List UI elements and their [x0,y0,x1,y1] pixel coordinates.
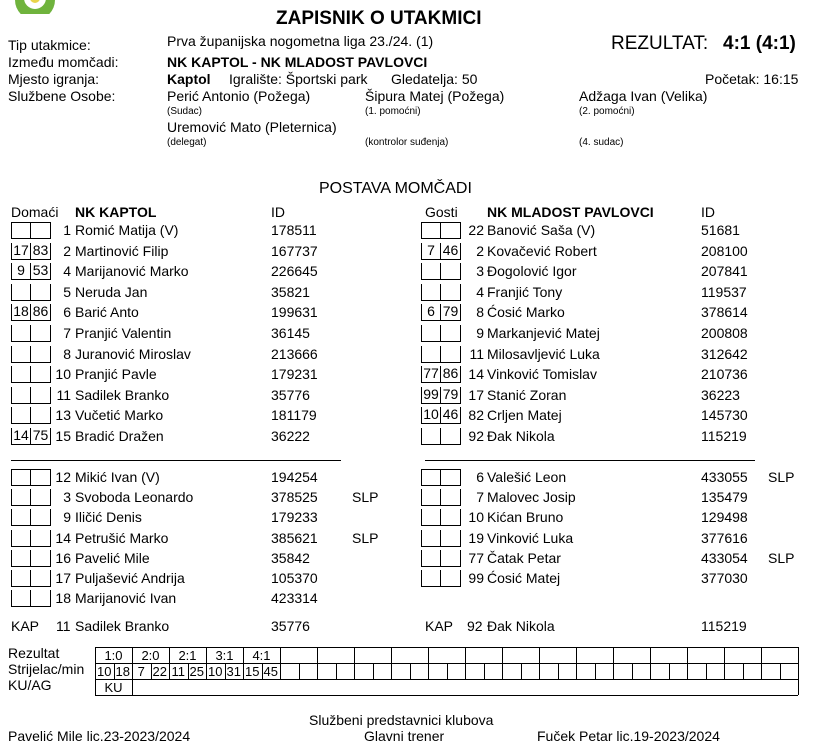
player-number: 8 [63,345,71,362]
sub-box [11,570,31,587]
goal-scorer: 15 [245,664,260,679]
sub-out-box [421,346,441,363]
official-role: (2. pomoćni) [579,106,635,117]
player-name: Petrušić Marko [75,529,169,546]
section-title: POSTAVA MOMČADI [319,180,472,197]
player-number: 2 [476,242,484,259]
goal-minute: 18 [115,664,130,679]
sub-box [11,550,31,567]
player-name: Juranović Miroslav [75,345,191,362]
player-number: 17 [468,386,484,403]
player-name: Valešić Leon [487,469,567,485]
head-coach-label: Glavni trener [364,728,445,744]
player-id: 179231 [271,366,318,383]
sub-box [441,469,461,486]
sub-min-box [441,222,461,239]
divider [11,460,341,461]
player-name: Malovec Josip [487,489,576,506]
player-number: 5 [63,283,71,300]
player-id: 51681 [701,222,740,238]
player-name: Puljašević Andrija [75,570,185,586]
player-number: 92 [468,428,484,444]
player-id: 378525 [271,489,318,506]
sub-box [441,489,461,506]
player-number: 11 [469,345,484,362]
sub-out-box [11,346,31,363]
player-name: Iličić Denis [75,509,142,526]
official-name: Šipura Matej (Požega) [365,88,505,104]
player-id: 199631 [271,304,318,321]
goal-minute: 45 [263,664,278,679]
player-name: Kićan Bruno [487,509,564,526]
goal-score: 3:1 [215,648,234,663]
goals-kuag-label: KU/AG [8,677,52,693]
sub-min-box: 79 [441,304,461,321]
spectators-value: Gledatelja: 50 [391,71,478,87]
player-number: 8 [476,304,484,321]
grid-line [373,663,374,679]
player-id: 129498 [701,509,748,526]
official-role: (4. sudac) [579,137,624,148]
player-number: 11 [56,386,71,403]
player-id: 35842 [271,549,310,566]
sub-out-box [11,366,31,383]
player-id: 115219 [701,428,747,444]
grid-line [465,647,466,679]
player-name: Vinković Luka [487,529,574,546]
player-id: 210736 [701,366,748,383]
player-name: Kovačević Robert [487,242,597,259]
player-number: 9 [63,509,71,526]
grid-line [632,663,633,679]
player-name: Pranjić Pavle [75,366,157,383]
sub-box [441,570,461,587]
player-number: 82 [468,407,484,424]
player-id: 35776 [271,386,310,403]
pitch-value: Igralište: Športski park [229,71,368,87]
document-title: ZAPISNIK O UTAKMICI [276,8,482,29]
player-name: Franjić Tony [487,283,563,300]
player-id: 207841 [701,263,748,280]
sub-min-box: 86 [31,304,51,321]
official-role: (delegat) [167,137,207,148]
player-number: 1 [63,222,71,238]
grid-line [484,663,485,679]
player-name: Mikić Ivan (V) [75,469,160,485]
sub-out-box: 17 [11,243,31,260]
player-id: 226645 [271,263,318,280]
away-representative: Fuček Petar lic.19-2023/2024 [537,728,720,744]
away-captain-name: Đak Nikola [487,618,555,634]
player-id: 385621 [271,529,318,546]
player-number: 19 [468,529,484,546]
slp-mark: SLP [768,469,795,485]
goal-scorer: 10 [208,664,223,679]
player-id: 213666 [271,345,318,362]
player-id: 181179 [271,407,317,424]
player-id: 194254 [271,469,318,485]
sub-min-box [441,325,461,342]
sub-out-box [421,263,441,280]
sub-box [441,509,461,526]
official-role: (1. pomoćni) [365,106,421,117]
player-name: Svoboda Leonardo [75,489,194,506]
away-captain-label: KAP [425,618,454,634]
sub-out-box [11,284,31,301]
player-name: Pranjić Valentin [75,325,172,341]
grid-line [95,695,798,696]
grid-line [280,647,281,679]
goal-scorer: 7 [137,664,145,679]
grid-line [576,647,577,679]
grid-line [595,663,596,679]
player-name: Stanić Zoran [487,386,567,403]
player-id: 433054 [701,549,748,566]
official-name: Perić Antonio (Požega) [167,88,311,104]
sub-out-box [421,284,441,301]
player-id: 377030 [701,570,748,586]
grid-line [132,679,133,695]
player-number: 18 [55,590,71,607]
grid-line [798,647,799,695]
grid-line [724,647,725,679]
sub-box [421,489,441,506]
sub-box [11,530,31,547]
player-number: 77 [468,549,484,566]
player-name: Barić Anto [75,304,139,321]
grid-line [650,647,651,679]
goal-minute: 31 [226,664,241,679]
sub-out-box: 10 [421,407,441,424]
player-number: 4 [476,283,484,300]
sub-min-box: 46 [441,407,461,424]
grid-line [539,647,540,679]
official-name: Adžaga Ivan (Velika) [579,88,708,104]
grid-line [447,663,448,679]
player-name: Crljen Matej [487,407,562,424]
grid-line [780,663,781,679]
officials-label: Službene Osobe: [8,88,116,104]
player-name: Ćosić Marko [487,304,565,321]
player-id: 433055 [701,469,748,485]
player-id: 377616 [701,529,748,546]
player-id: 208100 [701,242,748,259]
goal-scorer: 10 [97,664,112,679]
sub-min-box [441,263,461,280]
player-number: 10 [468,509,484,526]
player-id: 178511 [271,222,317,238]
player-id: 167737 [271,242,318,259]
home-captain-name: Sadilek Branko [75,618,170,634]
player-id: 200808 [701,325,748,341]
player-id: 36145 [271,325,310,341]
sub-min-box [441,346,461,363]
player-name: Sadilek Branko [75,386,170,403]
sub-min-box: 79 [441,387,461,404]
home-team-name: NK KAPTOL [75,204,157,220]
teams-label: Između momčadi: [8,54,119,70]
player-number: 7 [63,325,71,341]
player-name: Romić Matija (V) [75,222,179,238]
away-side-label: Gosti [425,204,458,220]
sub-out-box: 9 [11,263,31,280]
goals-result-label: Rezultat [8,645,60,661]
player-number: 3 [476,263,484,280]
player-name: Vučetić Marko [75,407,164,424]
player-name: Banović Saša (V) [487,222,596,238]
player-name: Vinković Tomislav [487,366,597,383]
ku-cell: KU [104,680,123,695]
official-role: (kontrolor suđenja) [365,137,449,148]
grid-line [669,663,670,679]
player-number: 14 [468,366,484,383]
grid-line [502,647,503,679]
player-name: Marijanović Marko [75,263,189,280]
grid-line [354,647,355,679]
sub-out-box [11,387,31,404]
goal-score: 4:1 [252,648,271,663]
sub-out-box: 7 [421,243,441,260]
sub-box [421,550,441,567]
sub-out-box [11,222,31,239]
sub-out-box: 77 [421,366,441,383]
player-id: 145730 [701,407,748,424]
sub-out-box: 99 [421,387,441,404]
sub-out-box [421,428,441,445]
player-id: 423314 [271,590,318,607]
grid-line [706,663,707,679]
player-number: 7 [476,489,484,506]
grid-line [521,663,522,679]
grid-line [428,647,429,679]
home-representative: Pavelić Mile lic.23-2023/2024 [8,728,191,744]
sub-box [441,530,461,547]
sub-min-box: 86 [441,366,461,383]
player-id: 36223 [701,386,740,403]
away-id-header: ID [701,204,715,220]
grid-line [613,647,614,679]
grid-line [558,663,559,679]
grid-line [410,663,411,679]
home-captain-number: 11 [56,618,71,634]
player-number: 6 [63,304,71,321]
official-name: Uremović Mato (Pleternica) [167,119,337,135]
kickoff-value: Početak: 16:15 [705,71,799,87]
sub-box [11,489,31,506]
goal-score: 2:0 [141,648,160,663]
footer-caption: Službeni predstavnici klubova [309,712,494,728]
sub-box [11,509,31,526]
sub-out-box: 6 [421,304,441,321]
result-label: REZULTAT: [611,33,709,54]
goal-scorer: 11 [171,664,185,679]
sub-min-box [441,428,461,445]
player-name: Milosavljević Luka [487,345,600,362]
player-name: Marijanović Ivan [75,590,177,607]
home-captain-label: KAP [11,618,40,634]
sub-min-box: 46 [441,243,461,260]
player-name: Čatak Petar [487,549,561,566]
player-name: Ćosić Matej [487,570,561,586]
player-number: 17 [55,570,71,586]
player-number: 3 [63,489,71,506]
venue-value: Kaptol [167,71,211,87]
sub-out-box [11,325,31,342]
sub-min-box: 53 [31,263,51,280]
match-type-value: Prva županijska nogometna liga 23./24. (1) [167,33,434,49]
player-number: 16 [55,549,71,566]
teams-value: NK KAPTOL - NK MLADOST PAVLOVCI [167,54,428,70]
player-id: 135479 [701,489,748,506]
slp-mark: SLP [768,549,795,566]
official-role: (Sudac) [167,106,203,117]
player-name: Đogolović Igor [487,263,577,280]
player-id: 119537 [701,283,747,300]
home-captain-id: 35776 [271,618,310,634]
player-number: 14 [55,529,71,546]
sub-box [421,530,441,547]
home-side-label: Domaći [11,204,59,220]
player-number: 4 [63,263,71,280]
player-number: 6 [476,469,484,485]
divider [425,460,755,461]
sub-box [441,550,461,567]
player-number: 12 [55,469,71,485]
player-number: 13 [55,407,71,424]
slp-mark: SLP [352,489,379,506]
player-id: 36222 [271,428,310,444]
sub-box [11,590,31,607]
player-number: 15 [55,428,71,444]
goal-score: 1:0 [104,648,123,663]
player-name: Pavelić Mile [75,549,150,566]
match-type-label: Tip utakmice: [8,37,91,53]
venue-label: Mjesto igranja: [8,71,100,87]
grid-line [317,647,318,679]
sub-min-box: 75 [31,428,51,445]
sub-box [421,509,441,526]
goal-score: 2:1 [178,648,197,663]
player-number: 9 [476,325,484,341]
goal-minute: 22 [152,664,167,679]
grid-line [743,663,744,679]
federation-logo [8,0,62,14]
player-name: Martinović Filip [75,242,169,259]
sub-out-box [421,222,441,239]
away-captain-number: 92 [467,618,483,634]
sub-box [421,570,441,587]
home-id-header: ID [271,204,285,220]
grid-line [95,679,798,680]
player-id: 312642 [701,345,748,362]
grid-line [761,647,762,679]
result-value: 4:1 (4:1) [723,33,796,54]
player-number: 22 [468,222,484,238]
player-id: 105370 [271,570,318,586]
away-captain-id: 115219 [701,618,747,634]
sub-out-box: 18 [11,304,31,321]
player-id: 35821 [271,283,310,300]
player-name: Neruda Jan [75,283,148,300]
player-id: 378614 [701,304,748,321]
player-name: Bradić Dražen [75,428,164,444]
sub-min-box [441,284,461,301]
grid-line [299,663,300,679]
goals-scorer-label: Strijelac/min [8,661,85,677]
slp-mark: SLP [352,529,379,546]
player-id: 179233 [271,509,318,526]
sub-box [421,469,441,486]
player-name: Đak Nikola [487,428,555,444]
grid-line [336,663,337,679]
sub-min-box: 83 [31,243,51,260]
player-number: 2 [63,242,71,259]
player-name: Markanjević Matej [487,325,600,341]
sub-out-box [11,407,31,424]
goal-minute: 25 [189,664,204,679]
grid-line [391,647,392,679]
player-number: 99 [468,570,484,586]
sub-box [11,469,31,486]
sub-out-box [421,325,441,342]
sub-out-box: 14 [11,428,31,445]
away-team-name: NK MLADOST PAVLOVCI [487,204,654,220]
grid-line [687,647,688,679]
player-number: 10 [55,366,71,383]
